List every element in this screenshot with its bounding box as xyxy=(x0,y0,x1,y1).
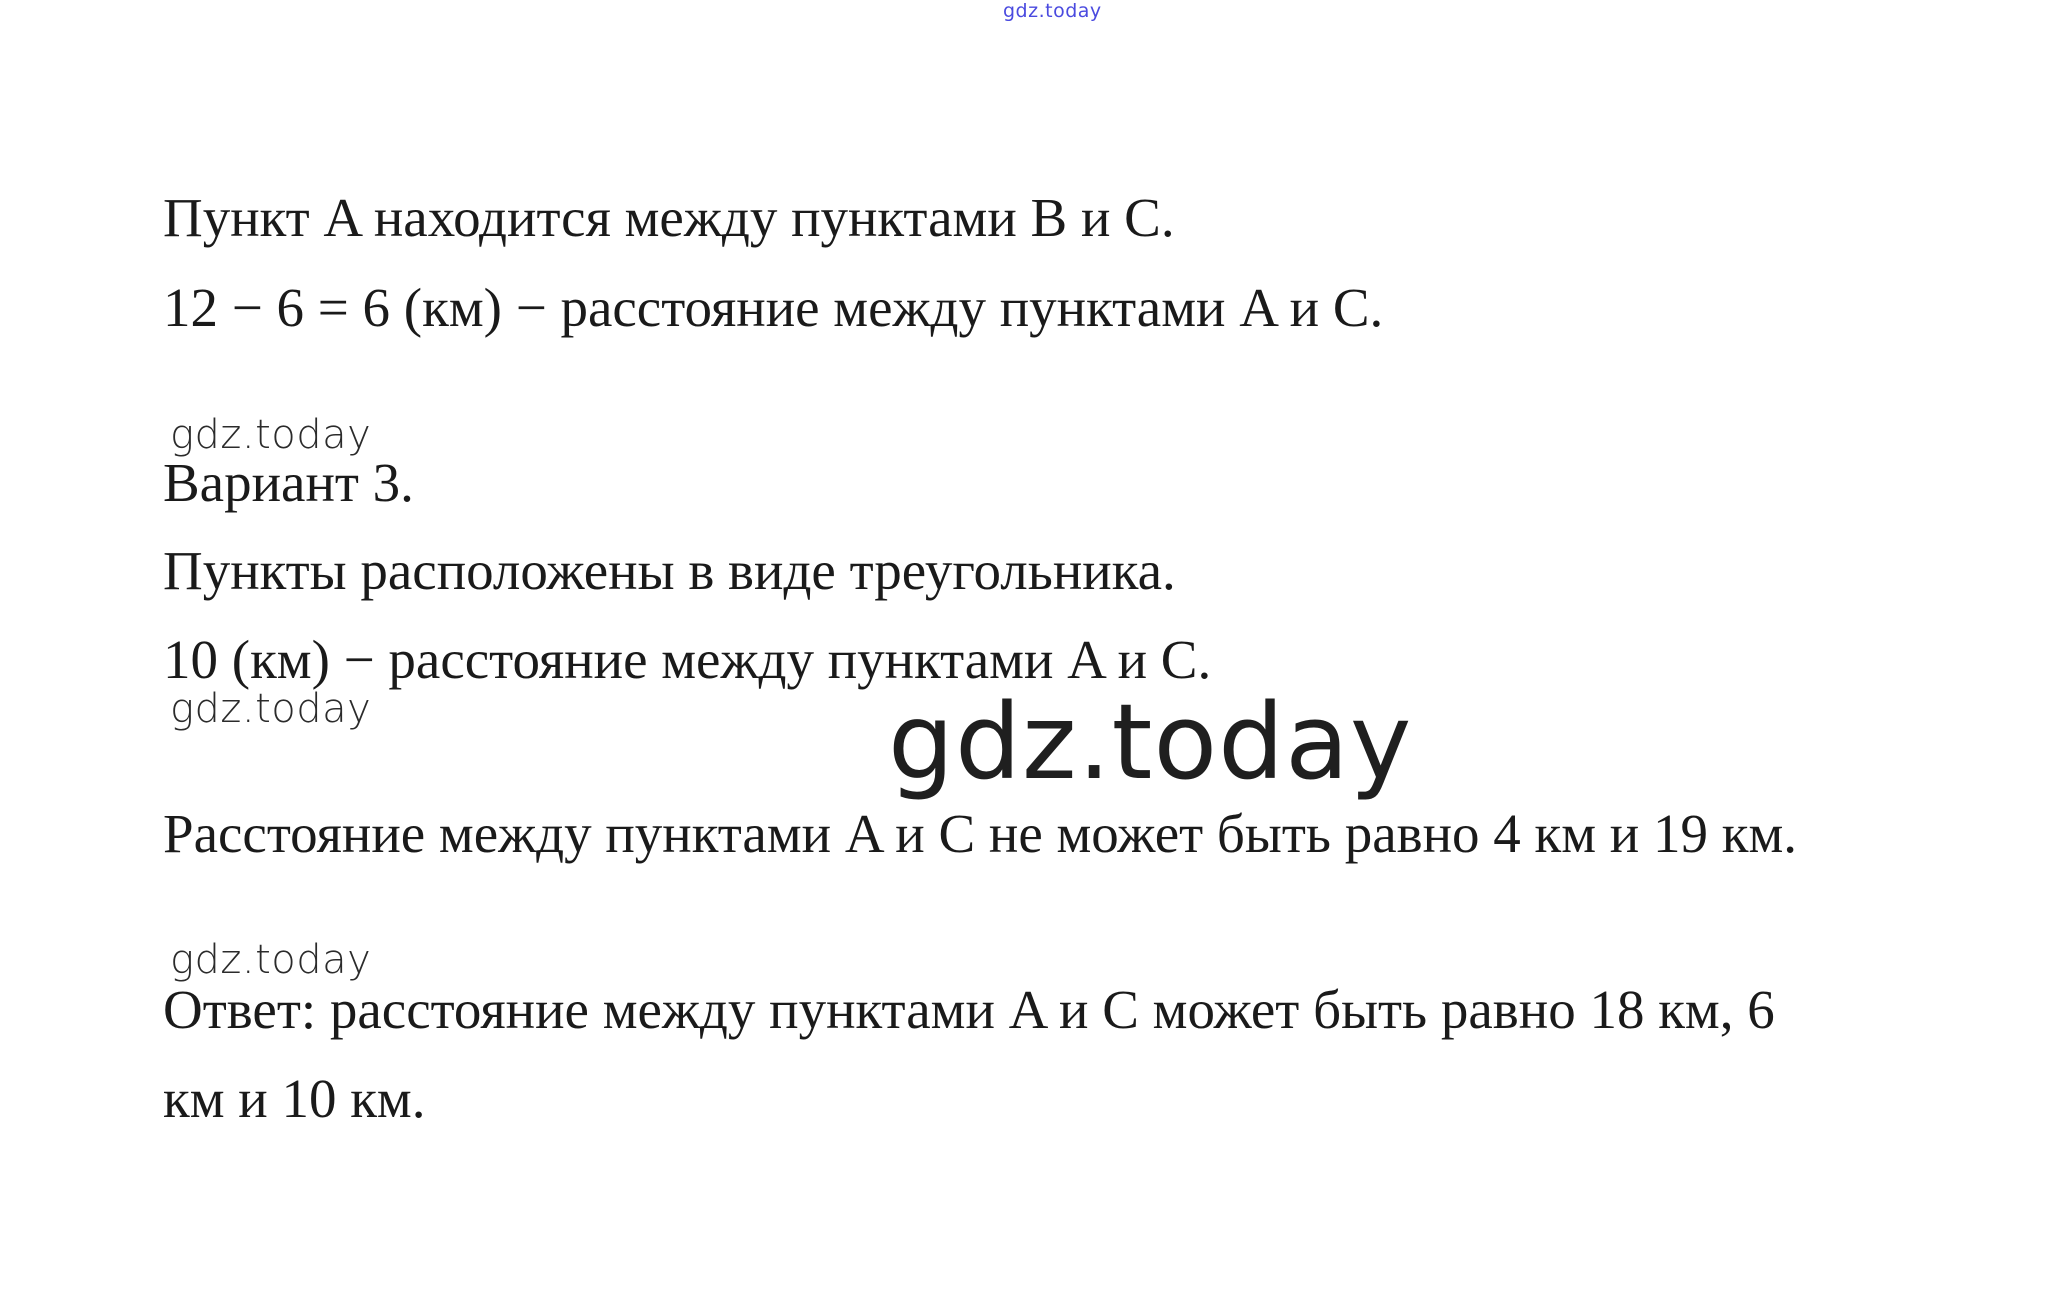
watermark-small-3: gdz.today xyxy=(170,937,372,983)
answer-line-2: км и 10 км. xyxy=(163,1068,426,1129)
watermark-big: gdz.today xyxy=(888,681,1413,803)
variant-heading: Вариант 3. xyxy=(163,452,414,513)
watermark-top: gdz.today xyxy=(1003,0,1102,22)
watermark-small-1: gdz.today xyxy=(170,412,372,458)
text-line-1: Пункт A находится между пунктами B и C. xyxy=(163,187,1175,248)
watermark-small-2: gdz.today xyxy=(170,686,372,732)
answer-line-1: Ответ: расстояние между пунктами A и C может быть равно 18 км, 6 xyxy=(163,979,1775,1040)
text-line-2: 12 − 6 = 6 (км) − расстояние между пунктами A и C. xyxy=(163,277,1384,338)
text-line-4: 10 (км) − расстояние между пунктами A и C. xyxy=(163,629,1212,690)
text-line-3: Пункты расположены в виде треугольника. xyxy=(163,540,1176,601)
text-line-5: Расстояние между пунктами A и C не может быть равно 4 км и 19 км. xyxy=(163,803,1797,864)
